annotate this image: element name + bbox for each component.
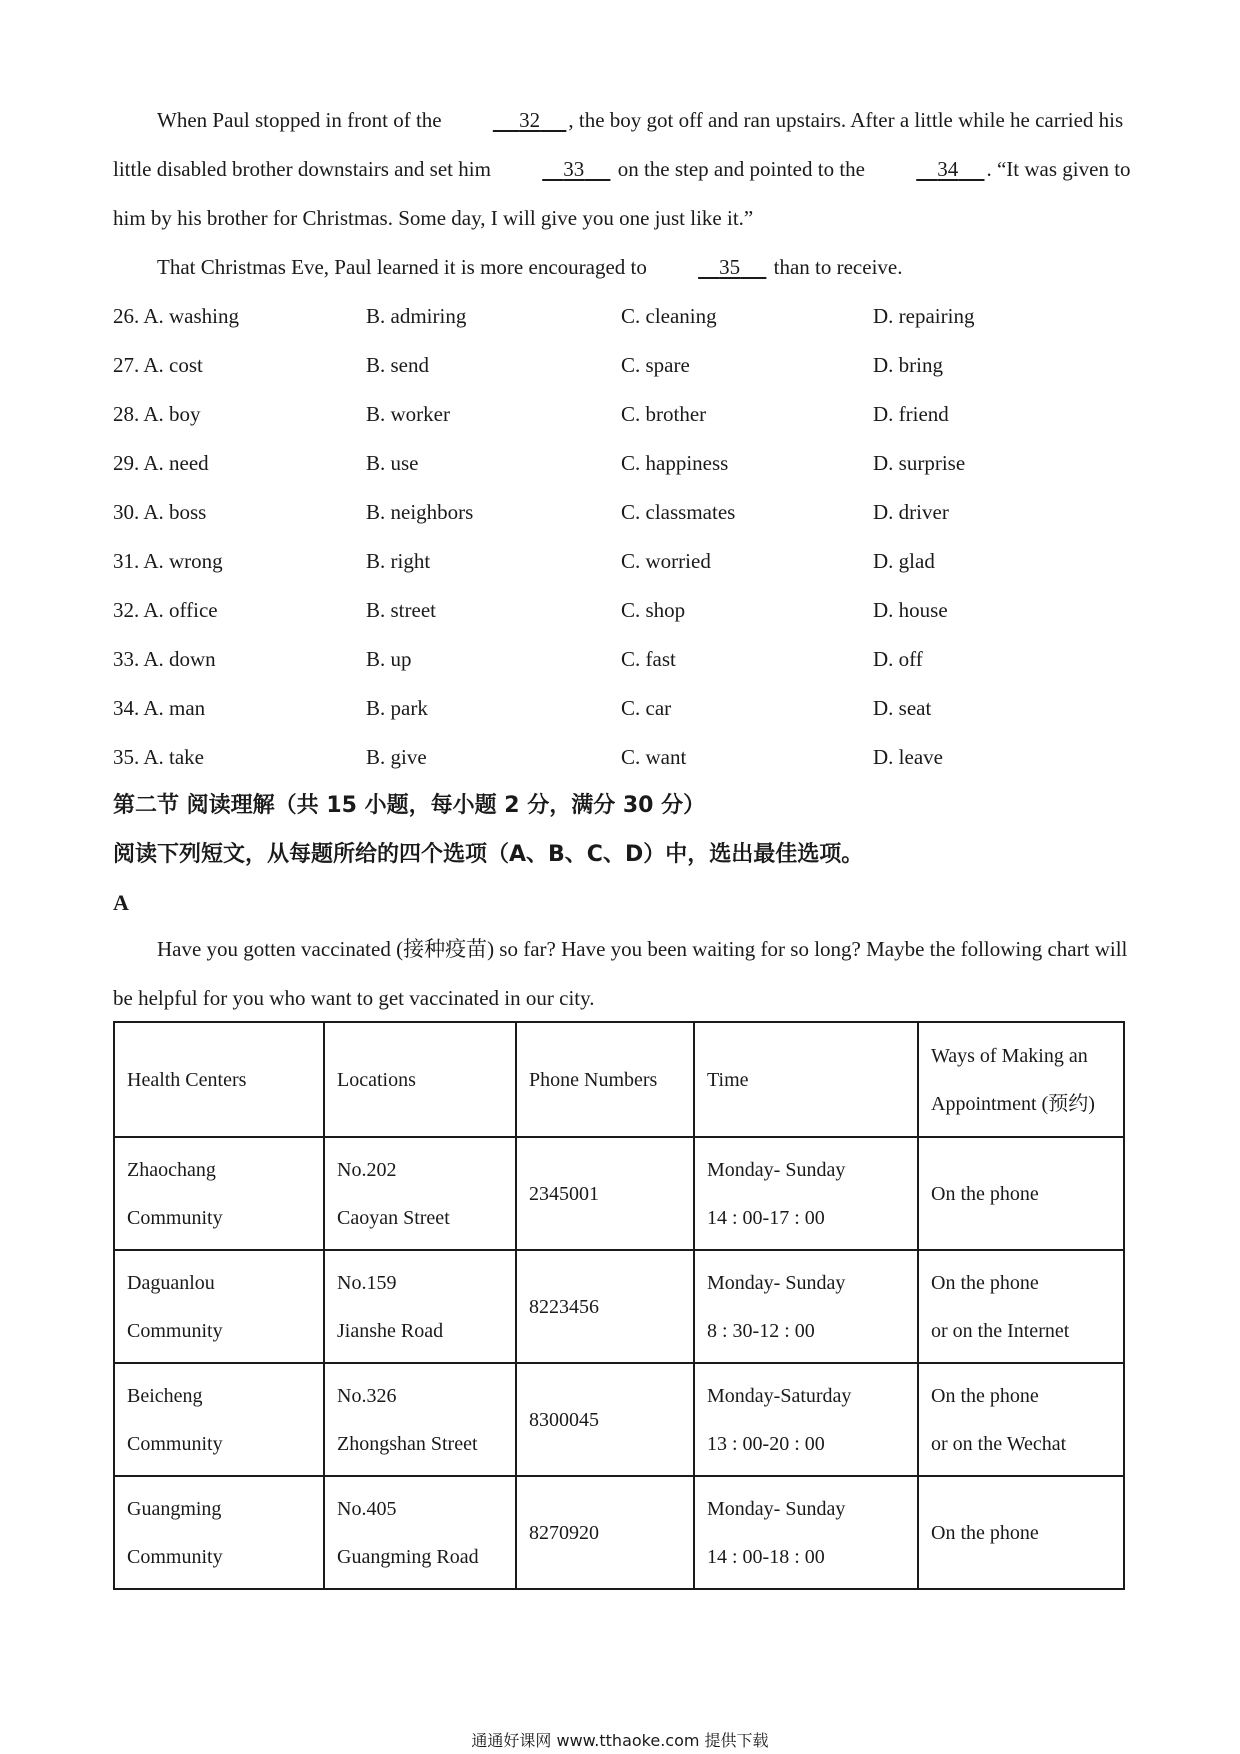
option-a: 31. A. wrong [113,549,223,573]
header-cell: Phone Numbers [516,1022,694,1137]
option-b: B. up [366,647,412,671]
header-cell: Locations [324,1022,516,1137]
passage-text: That Christmas Eve, Paul learned it is more encouraged to [157,255,653,279]
option-c: C. shop [621,598,686,622]
blank-32: 32 [519,108,541,132]
passage-text: than to receive. [768,255,903,279]
passage-text: , the boy got off and ran upstairs. After a little while he carried his little disabled brother downstairs and set him [113,108,1124,181]
table-row [114,1476,1124,1589]
option-a: 34. A. man [113,696,206,720]
passage-text: When Paul stopped in front of the [157,108,447,132]
option-d: D. friend [873,402,949,426]
center-cell: Beicheng Community [114,1363,324,1476]
header-cell: Health Centers [114,1022,324,1137]
header-cell: Time [694,1022,918,1137]
option-b: B. street [366,598,436,622]
blank-34: 34 [937,157,959,181]
option-d: D. glad [873,549,935,573]
blank-33: 33 [563,157,585,181]
option-a: 32. A. office [113,598,218,622]
table-row [114,1137,1124,1250]
option-c: C. fast [621,647,676,671]
option-d: D. off [873,647,923,671]
option-row [113,488,1133,537]
option-row [113,341,1133,390]
center-cell: Guangming Community [114,1476,324,1589]
page-footer: 通通好课网 www.tthaoke.com 提供下载 [471,1731,769,1750]
passage-text: . “It was given to him by his brother for Christmas. Some day, I will give you one just like it.” [113,157,1131,230]
option-c: C. happiness [621,451,729,475]
option-a: 26. A. washing [113,304,239,328]
ways-cell: On the phone or on the Internet [918,1250,1124,1363]
ways-cell: On the phone or on the Wechat [918,1363,1124,1476]
option-c: C. classmates [621,500,736,524]
time-cell: Monday- Sunday 14 : 00-18 : 00 [694,1476,918,1589]
option-row [113,390,1133,439]
option-row [113,292,1133,341]
option-a: 27. A. cost [113,353,203,377]
location-cell: No.202 Caoyan Street [324,1137,516,1250]
option-row [113,684,1133,733]
blank-35: 35 [719,255,741,279]
intro-paragraph: Have you gotten vaccinated (接种疫苗) so far? Have you been waiting for so long? Maybe the following chart will be helpful for you who want to get vaccinated in our city. [113,937,1128,1010]
option-d: D. house [873,598,948,622]
section-title: 第二节 阅读理解（共 15 小题，每小题 2 分，满分 30 分） [113,793,706,818]
option-c: C. car [621,696,672,720]
option-c: C. spare [621,353,690,377]
passage-paragraph-2 [113,243,1133,292]
ways-cell: On the phone [918,1476,1124,1589]
option-a: 28. A. boy [113,402,201,426]
phone-cell: 8223456 [516,1250,694,1363]
option-b: B. use [366,451,419,475]
option-d: D. leave [873,745,943,769]
time-cell: Monday- Sunday 8 : 30-12 : 00 [694,1250,918,1363]
option-a: 33. A. down [113,647,216,671]
option-a: 30. A. boss [113,500,207,524]
option-row [113,586,1133,635]
option-c: C. brother [621,402,707,426]
location-cell: No.326 Zhongshan Street [324,1363,516,1476]
option-b: B. give [366,745,427,769]
table-row [114,1250,1124,1363]
option-d: D. driver [873,500,949,524]
center-cell: Daguanlou Community [114,1250,324,1363]
option-d: D. surprise [873,451,966,475]
center-cell: Zhaochang Community [114,1137,324,1250]
option-c: C. cleaning [621,304,717,328]
option-d: D. seat [873,696,932,720]
time-cell: Monday- Sunday 14 : 00-17 : 00 [694,1137,918,1250]
ways-cell: On the phone [918,1137,1124,1250]
option-b: B. admiring [366,304,467,328]
phone-cell: 8270920 [516,1476,694,1589]
passage-paragraph-1 [113,96,1133,243]
option-a: 29. A. need [113,451,209,475]
option-c: C. want [621,745,687,769]
phone-cell: 8300045 [516,1363,694,1476]
table-header-row [114,1022,1124,1137]
location-cell: No.405 Guangming Road [324,1476,516,1589]
phone-cell: 2345001 [516,1137,694,1250]
table-row [114,1363,1124,1476]
option-row [113,635,1133,684]
option-row [113,439,1133,488]
option-a: 35. A. take [113,745,204,769]
option-b: B. send [366,353,429,377]
option-row [113,537,1133,586]
passage-label: A [113,890,129,915]
answer-options [113,292,1133,782]
option-b: B. park [366,696,428,720]
passage-text: on the step and pointed to the [612,157,871,181]
location-cell: No.159 Jianshe Road [324,1250,516,1363]
option-d: D. bring [873,353,943,377]
option-c: C. worried [621,549,711,573]
option-row [113,733,1133,782]
header-cell: Ways of Making an Appointment (预约) [918,1022,1124,1137]
vaccination-table [113,1021,1125,1590]
section-instruction: 阅读下列短文，从每题所给的四个选项（A、B、C、D）中，选出最佳选项。 [113,842,864,867]
option-b: B. right [366,549,431,573]
time-cell: Monday-Saturday 13 : 00-20 : 00 [694,1363,918,1476]
option-b: B. neighbors [366,500,474,524]
option-d: D. repairing [873,304,975,328]
option-b: B. worker [366,402,450,426]
